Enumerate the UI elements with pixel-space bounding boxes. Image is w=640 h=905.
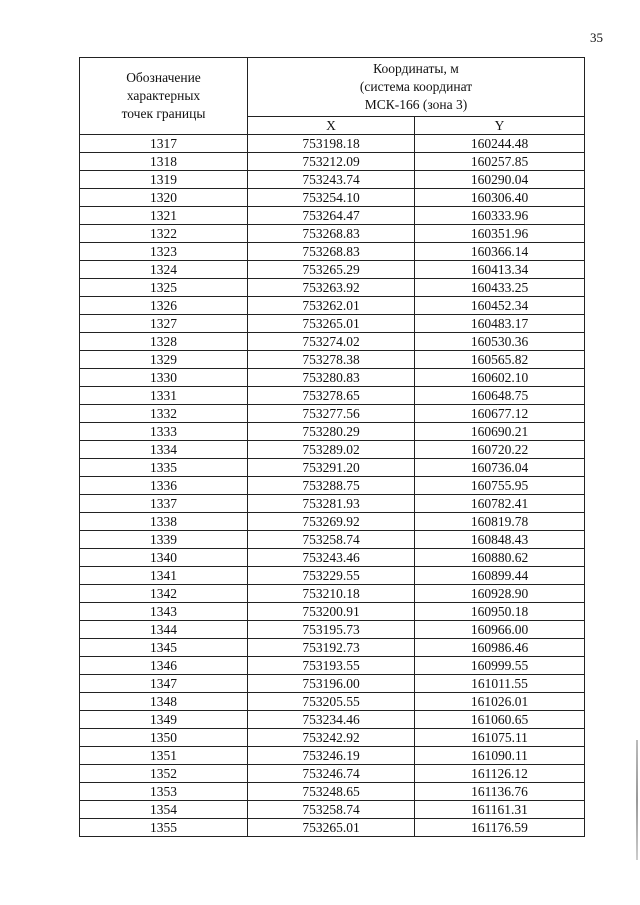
x-coordinate-cell: 753264.47 bbox=[248, 207, 415, 225]
y-coordinate-cell: 160530.36 bbox=[415, 333, 585, 351]
table-row bbox=[80, 171, 585, 189]
x-coordinate-cell: 753198.18 bbox=[248, 135, 415, 153]
point-id-cell: 1349 bbox=[80, 711, 248, 729]
point-id-cell: 1351 bbox=[80, 747, 248, 765]
y-coordinate-cell: 160483.17 bbox=[415, 315, 585, 333]
x-coordinate-cell: 753200.91 bbox=[248, 603, 415, 621]
x-coordinate-cell: 753265.01 bbox=[248, 819, 415, 837]
point-id-cell: 1348 bbox=[80, 693, 248, 711]
y-coordinate-cell: 160413.34 bbox=[415, 261, 585, 279]
table-row bbox=[80, 585, 585, 603]
x-coordinate-cell: 753196.00 bbox=[248, 675, 415, 693]
header-point-name-line: характерных bbox=[126, 88, 201, 103]
table-row bbox=[80, 675, 585, 693]
y-coordinate-cell: 160351.96 bbox=[415, 225, 585, 243]
y-coordinate-cell: 161126.12 bbox=[415, 765, 585, 783]
table-row bbox=[80, 135, 585, 153]
x-coordinate-cell: 753195.73 bbox=[248, 621, 415, 639]
x-coordinate-cell: 753243.74 bbox=[248, 171, 415, 189]
y-coordinate-cell: 160782.41 bbox=[415, 495, 585, 513]
point-id-cell: 1337 bbox=[80, 495, 248, 513]
table-row bbox=[80, 279, 585, 297]
point-id-cell: 1328 bbox=[80, 333, 248, 351]
x-coordinate-cell: 753280.29 bbox=[248, 423, 415, 441]
y-coordinate-cell: 161161.31 bbox=[415, 801, 585, 819]
page-number: 35 bbox=[590, 30, 603, 45]
point-id-cell: 1318 bbox=[80, 153, 248, 171]
x-coordinate-cell: 753277.56 bbox=[248, 405, 415, 423]
header-y: Y bbox=[415, 117, 585, 135]
y-coordinate-cell: 160333.96 bbox=[415, 207, 585, 225]
table-row bbox=[80, 729, 585, 747]
point-id-cell: 1326 bbox=[80, 297, 248, 315]
header-coordinates-line: (система координат bbox=[359, 79, 473, 95]
x-coordinate-cell: 753258.74 bbox=[248, 801, 415, 819]
point-id-cell: 1321 bbox=[80, 207, 248, 225]
y-coordinate-cell: 160720.22 bbox=[415, 441, 585, 459]
x-coordinate-cell: 753262.01 bbox=[248, 297, 415, 315]
table-row bbox=[80, 423, 585, 441]
header-point-name-line: Обозначение bbox=[126, 70, 201, 85]
y-coordinate-cell: 160755.95 bbox=[415, 477, 585, 495]
x-coordinate-cell: 753205.55 bbox=[248, 693, 415, 711]
table-row bbox=[80, 477, 585, 495]
point-id-cell: 1341 bbox=[80, 567, 248, 585]
table-row bbox=[80, 243, 585, 261]
point-id-cell: 1320 bbox=[80, 189, 248, 207]
header-coordinates bbox=[248, 58, 585, 117]
header-coordinates-line: Координаты, м bbox=[373, 61, 459, 77]
x-coordinate-cell: 753234.46 bbox=[248, 711, 415, 729]
y-coordinate-cell: 160648.75 bbox=[415, 387, 585, 405]
x-coordinate-cell: 753246.74 bbox=[248, 765, 415, 783]
table-row bbox=[80, 441, 585, 459]
table-row bbox=[80, 747, 585, 765]
table-row bbox=[80, 225, 585, 243]
y-coordinate-cell: 161136.76 bbox=[415, 783, 585, 801]
x-coordinate-cell: 753265.01 bbox=[248, 315, 415, 333]
table-row bbox=[80, 783, 585, 801]
y-coordinate-cell: 161176.59 bbox=[415, 819, 585, 837]
y-coordinate-cell: 160452.34 bbox=[415, 297, 585, 315]
y-coordinate-cell: 160690.21 bbox=[415, 423, 585, 441]
x-coordinate-cell: 753242.92 bbox=[248, 729, 415, 747]
table-row bbox=[80, 621, 585, 639]
point-id-cell: 1352 bbox=[80, 765, 248, 783]
table-row bbox=[80, 657, 585, 675]
table-row bbox=[80, 351, 585, 369]
point-id-cell: 1340 bbox=[80, 549, 248, 567]
table-row bbox=[80, 333, 585, 351]
table-row bbox=[80, 315, 585, 333]
point-id-cell: 1322 bbox=[80, 225, 248, 243]
y-coordinate-cell: 160677.12 bbox=[415, 405, 585, 423]
point-id-cell: 1334 bbox=[80, 441, 248, 459]
point-id-cell: 1331 bbox=[80, 387, 248, 405]
table-row bbox=[80, 549, 585, 567]
point-id-cell: 1343 bbox=[80, 603, 248, 621]
scan-edge-mark bbox=[636, 740, 638, 860]
point-id-cell: 1353 bbox=[80, 783, 248, 801]
table-row bbox=[80, 639, 585, 657]
y-coordinate-cell: 160433.25 bbox=[415, 279, 585, 297]
y-coordinate-cell: 160899.44 bbox=[415, 567, 585, 585]
x-coordinate-cell: 753246.19 bbox=[248, 747, 415, 765]
table-row bbox=[80, 459, 585, 477]
y-coordinate-cell: 160602.10 bbox=[415, 369, 585, 387]
x-coordinate-cell: 753254.10 bbox=[248, 189, 415, 207]
y-coordinate-cell: 160848.43 bbox=[415, 531, 585, 549]
y-coordinate-cell: 160880.62 bbox=[415, 549, 585, 567]
table-row bbox=[80, 513, 585, 531]
point-id-cell: 1324 bbox=[80, 261, 248, 279]
x-coordinate-cell: 753268.83 bbox=[248, 243, 415, 261]
table-body bbox=[80, 135, 585, 837]
x-coordinate-cell: 753268.83 bbox=[248, 225, 415, 243]
point-id-cell: 1345 bbox=[80, 639, 248, 657]
header-coordinates-line: МСК-166 (зона 3) bbox=[364, 97, 468, 113]
point-id-cell: 1325 bbox=[80, 279, 248, 297]
point-id-cell: 1342 bbox=[80, 585, 248, 603]
point-id-cell: 1339 bbox=[80, 531, 248, 549]
point-id-cell: 1355 bbox=[80, 819, 248, 837]
table-row bbox=[80, 567, 585, 585]
point-id-cell: 1346 bbox=[80, 657, 248, 675]
header-x: X bbox=[248, 117, 415, 135]
y-coordinate-cell: 161090.11 bbox=[415, 747, 585, 765]
header-point-name-line: точек границы bbox=[121, 106, 206, 121]
x-coordinate-cell: 753192.73 bbox=[248, 639, 415, 657]
x-coordinate-cell: 753258.74 bbox=[248, 531, 415, 549]
point-id-cell: 1329 bbox=[80, 351, 248, 369]
y-coordinate-cell: 160366.14 bbox=[415, 243, 585, 261]
y-coordinate-cell: 161075.11 bbox=[415, 729, 585, 747]
x-coordinate-cell: 753248.65 bbox=[248, 783, 415, 801]
point-id-cell: 1330 bbox=[80, 369, 248, 387]
x-coordinate-cell: 753281.93 bbox=[248, 495, 415, 513]
point-id-cell: 1323 bbox=[80, 243, 248, 261]
x-coordinate-cell: 753274.02 bbox=[248, 333, 415, 351]
table-row bbox=[80, 765, 585, 783]
table-row bbox=[80, 153, 585, 171]
x-coordinate-cell: 753278.38 bbox=[248, 351, 415, 369]
x-coordinate-cell: 753263.92 bbox=[248, 279, 415, 297]
y-coordinate-cell: 160565.82 bbox=[415, 351, 585, 369]
y-coordinate-cell: 160736.04 bbox=[415, 459, 585, 477]
y-coordinate-cell: 160257.85 bbox=[415, 153, 585, 171]
header-point-name bbox=[80, 58, 248, 135]
x-coordinate-cell: 753289.02 bbox=[248, 441, 415, 459]
point-id-cell: 1332 bbox=[80, 405, 248, 423]
point-id-cell: 1333 bbox=[80, 423, 248, 441]
table-row bbox=[80, 531, 585, 549]
x-coordinate-cell: 753288.75 bbox=[248, 477, 415, 495]
x-coordinate-cell: 753278.65 bbox=[248, 387, 415, 405]
x-coordinate-cell: 753269.92 bbox=[248, 513, 415, 531]
x-coordinate-cell: 753265.29 bbox=[248, 261, 415, 279]
point-id-cell: 1336 bbox=[80, 477, 248, 495]
table-row bbox=[80, 189, 585, 207]
table-row bbox=[80, 801, 585, 819]
table-row bbox=[80, 819, 585, 837]
y-coordinate-cell: 160306.40 bbox=[415, 189, 585, 207]
x-coordinate-cell: 753229.55 bbox=[248, 567, 415, 585]
x-coordinate-cell: 753212.09 bbox=[248, 153, 415, 171]
y-coordinate-cell: 160986.46 bbox=[415, 639, 585, 657]
table-row bbox=[80, 693, 585, 711]
point-id-cell: 1317 bbox=[80, 135, 248, 153]
table-row bbox=[80, 495, 585, 513]
table-row bbox=[80, 711, 585, 729]
point-id-cell: 1354 bbox=[80, 801, 248, 819]
y-coordinate-cell: 160290.04 bbox=[415, 171, 585, 189]
y-coordinate-cell: 160950.18 bbox=[415, 603, 585, 621]
table-row bbox=[80, 369, 585, 387]
x-coordinate-cell: 753210.18 bbox=[248, 585, 415, 603]
y-coordinate-cell: 160244.48 bbox=[415, 135, 585, 153]
point-id-cell: 1319 bbox=[80, 171, 248, 189]
point-id-cell: 1327 bbox=[80, 315, 248, 333]
x-coordinate-cell: 753243.46 bbox=[248, 549, 415, 567]
table-row bbox=[80, 387, 585, 405]
y-coordinate-cell: 160966.00 bbox=[415, 621, 585, 639]
y-coordinate-cell: 161011.55 bbox=[415, 675, 585, 693]
point-id-cell: 1350 bbox=[80, 729, 248, 747]
point-id-cell: 1347 bbox=[80, 675, 248, 693]
y-coordinate-cell: 161060.65 bbox=[415, 711, 585, 729]
point-id-cell: 1335 bbox=[80, 459, 248, 477]
x-coordinate-cell: 753291.20 bbox=[248, 459, 415, 477]
y-coordinate-cell: 160928.90 bbox=[415, 585, 585, 603]
x-coordinate-cell: 753280.83 bbox=[248, 369, 415, 387]
y-coordinate-cell: 160819.78 bbox=[415, 513, 585, 531]
point-id-cell: 1338 bbox=[80, 513, 248, 531]
table-row bbox=[80, 405, 585, 423]
table-row bbox=[80, 261, 585, 279]
y-coordinate-cell: 161026.01 bbox=[415, 693, 585, 711]
table-row bbox=[80, 603, 585, 621]
x-coordinate-cell: 753193.55 bbox=[248, 657, 415, 675]
y-coordinate-cell: 160999.55 bbox=[415, 657, 585, 675]
table-row bbox=[80, 207, 585, 225]
point-id-cell: 1344 bbox=[80, 621, 248, 639]
coordinates-table bbox=[79, 57, 585, 837]
table-row bbox=[80, 297, 585, 315]
